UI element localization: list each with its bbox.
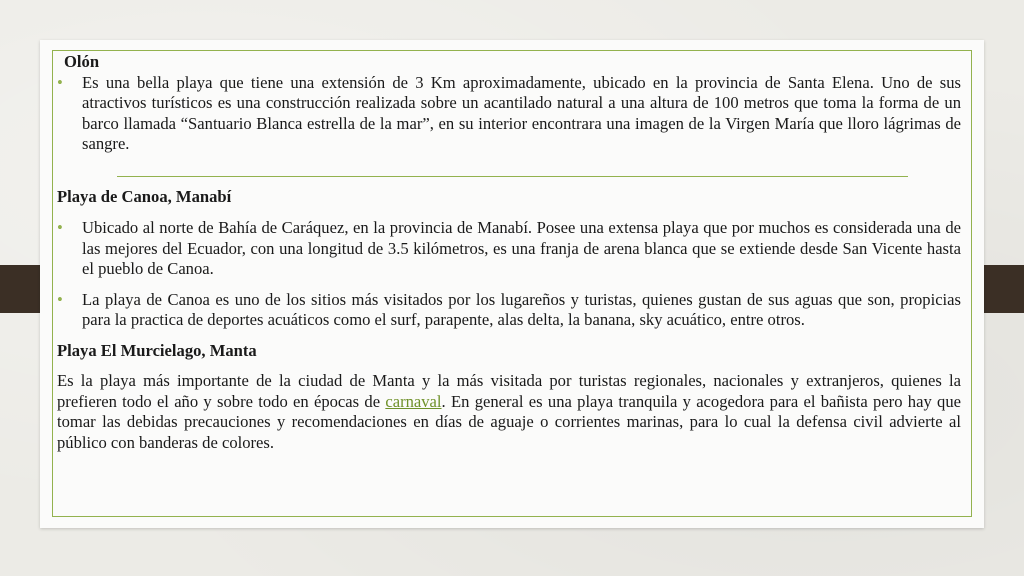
canoa-heading: Playa de Canoa, Manabí — [57, 186, 232, 206]
murcielago-heading: Playa El Murcielago, Manta — [57, 340, 257, 360]
bullet-dot-icon: • — [57, 218, 63, 237]
murcielago-text-part-1: Es la playa más importante de la ciudad de Manta y la más visitada por turistas regionales, nacionales y extranjeros, quienes la prefieren todo el año y sobre todo en épocas de — [57, 371, 961, 411]
murcielago-paragraph — [57, 371, 961, 453]
canoa-bullet-1-text: Ubicado al norte de Bahía de Caráquez, en la provincia de Manabí. Posee una extensa playa que por muchos es considerada una de las mejores del Ecuador, con una longitud de 3.5 kilómetros, es una franja de arena blanca que se extiende desde San Vicente hasta el pueblo de Canoa. — [82, 218, 961, 278]
canoa-bullet-2-text: La playa de Canoa es uno de los sitios más visitados por los lugareños y turistas, quienes gustan de sus aguas que son, propicias para la practica de deportes acuáticos como el surf, parapente, alas delta, la banana, sky acuático, entre otros. — [82, 289, 961, 329]
murcielago-text-part-2: . En general es una playa tranquila y acogedora para el bañista pero hay que tomar las debidas precauciones y recomendaciones en días de aguaje o corrientes marinas, para lo cual la defensa civil advierte al público con banderas de colores. — [57, 391, 961, 452]
slide-content — [57, 52, 961, 453]
olon-heading: Olón — [64, 52, 100, 71]
olon-bullet — [57, 73, 961, 155]
canoa-bullet-1 — [57, 218, 961, 280]
olon-bullet-text: Es una bella playa que tiene una extensión de 3 Km aproximadamente, ubicado en la provincia de Santa Elena. Uno de sus atractivos turísticos es una construcción realizada sobre un acantilado natural a una altura de 100 metros que toma la forma de un barco llamada “Santuario Blanca estrella de la mar”, en su interior encontrara una imagen de la Virgen María que lloro lágrimas de sangre. — [82, 72, 961, 153]
carnaval-link[interactable]: carnaval — [385, 391, 442, 411]
bullet-dot-icon: • — [57, 289, 63, 309]
canoa-bullet-2 — [57, 290, 961, 331]
bullet-dot-icon: • — [57, 72, 63, 92]
